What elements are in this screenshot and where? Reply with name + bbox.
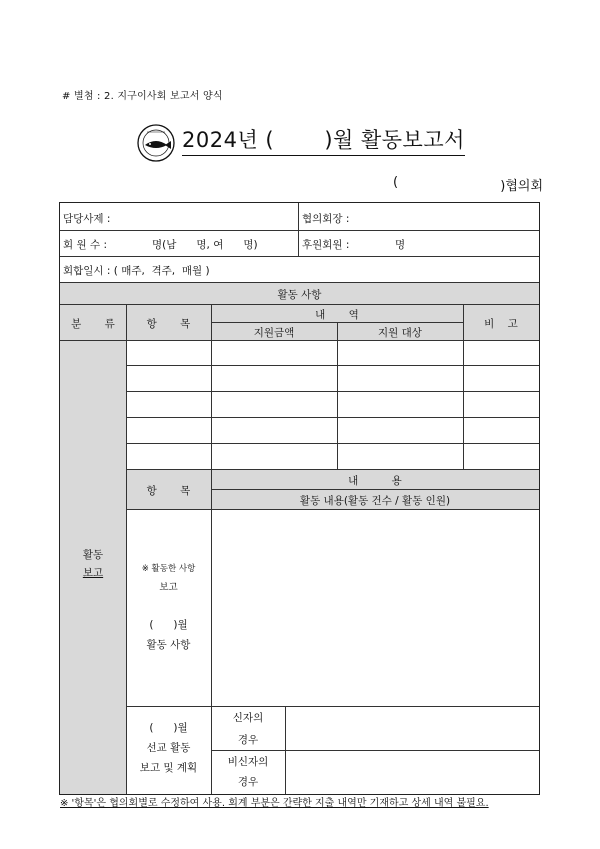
report-form	[59, 202, 540, 795]
content-subheader: 활동 내용(활동 건수 / 활동 인원)	[299, 495, 451, 507]
members-detail: 명(남 명, 여 명)	[152, 239, 258, 251]
col-detail: 내 역	[315, 309, 359, 321]
item-header: 항 목	[146, 485, 191, 497]
month-activity: 활동 사항	[146, 639, 191, 651]
page-title: 2024년 ( )월 활동보고서	[182, 124, 465, 156]
mission-plan: 보고 및 계획	[139, 762, 198, 774]
col-note: 비 고	[484, 318, 518, 330]
footnote: ※ '항목'은 협의회별로 수정하여 사용. 회계 부분은 간략한 지출 내역만 기재하고 상세 내역 불필요.	[60, 798, 489, 809]
category-report: 보고	[82, 567, 104, 579]
content-header: 내 용	[348, 475, 402, 487]
chair-label: 협의회장 :	[302, 213, 350, 225]
section-title: 활동 사항	[277, 289, 322, 301]
council-open-paren: (	[393, 175, 399, 190]
note-report: 보고	[159, 582, 178, 593]
nonbeliever-label-1: 비신자의	[227, 756, 269, 768]
mission-month: ( )월	[149, 722, 188, 734]
col-amount: 지원금액	[253, 327, 295, 339]
category-activity: 활동	[82, 549, 104, 561]
note-star: ※ 활동한 사항	[141, 564, 196, 574]
supporters-label: 후원회원 :	[302, 239, 350, 251]
council-suffix: )협의회	[500, 179, 543, 194]
col-target: 지원 대상	[378, 327, 422, 339]
col-item: 항 목	[146, 318, 191, 330]
believer-label-2: 경우	[237, 734, 259, 746]
director-label: 담당사제 :	[63, 213, 111, 225]
members-label: 회 원 수 :	[63, 239, 107, 251]
meeting-label: 회합일시 : ( 매주, 격주, 매월 )	[63, 265, 210, 277]
believer-label-1: 신자의	[232, 712, 264, 724]
society-seal-icon	[137, 124, 175, 162]
nonbeliever-label-2: 경우	[237, 776, 259, 788]
mission-activity: 선교 활동	[146, 742, 191, 754]
supporters-unit: 명	[395, 239, 406, 251]
attachment-note: # 별첨 : 2. 지구이사회 보고서 양식	[62, 91, 223, 102]
col-category: 분 류	[71, 318, 115, 330]
month-blank: ( )월	[149, 619, 188, 631]
